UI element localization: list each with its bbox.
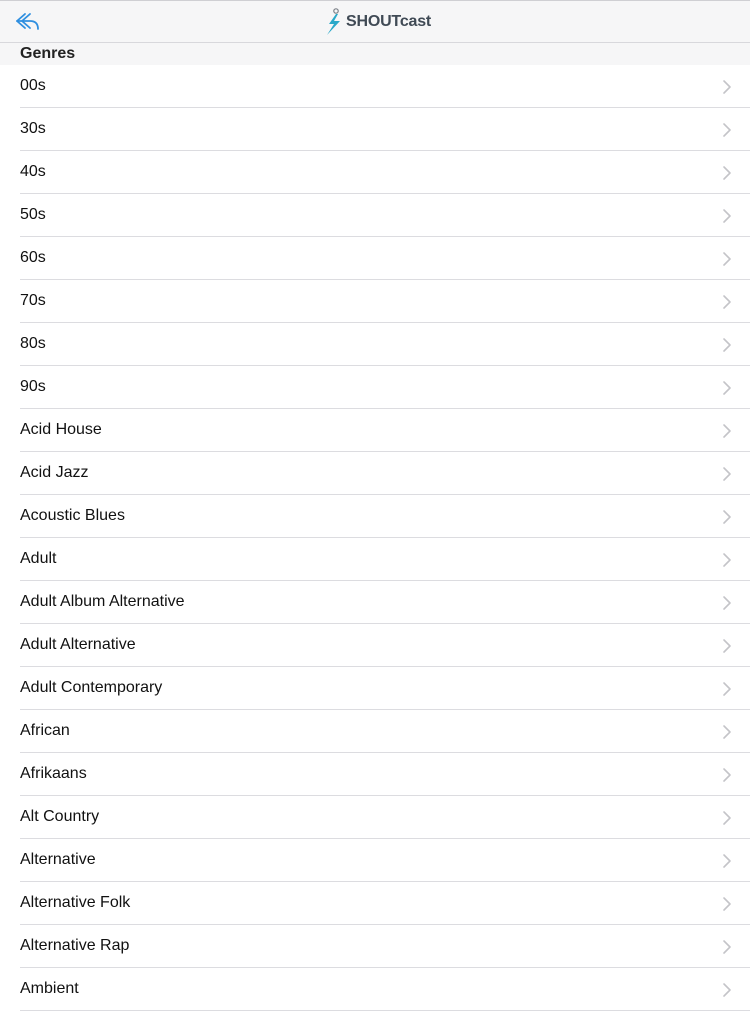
logo-text: SHOUTcast — [346, 13, 432, 30]
genre-label: Adult Contemporary — [20, 679, 163, 696]
genre-label: Ambient — [20, 980, 79, 997]
genre-label: Acid Jazz — [20, 464, 89, 481]
chevron-right-icon — [722, 165, 732, 181]
chevron-right-icon — [722, 853, 732, 869]
genre-row[interactable] — [0, 624, 750, 667]
genre-row[interactable] — [0, 882, 750, 925]
genre-list — [0, 65, 750, 1011]
genre-row[interactable] — [0, 65, 750, 108]
genre-row[interactable] — [0, 280, 750, 323]
genre-label: Alternative Rap — [20, 937, 130, 954]
reply-arrow-icon — [14, 11, 42, 33]
genre-label: Acid House — [20, 421, 102, 438]
chevron-right-icon — [722, 595, 732, 611]
genre-row[interactable] — [0, 667, 750, 710]
chevron-right-icon — [722, 767, 732, 783]
chevron-right-icon — [722, 122, 732, 138]
genre-label: 00s — [20, 77, 46, 94]
shoutcast-lightning-icon — [322, 7, 344, 37]
genre-label: 70s — [20, 292, 46, 309]
genre-row[interactable] — [0, 194, 750, 237]
chevron-right-icon — [722, 251, 732, 267]
chevron-right-icon — [722, 552, 732, 568]
chevron-right-icon — [722, 380, 732, 396]
genre-row[interactable] — [0, 237, 750, 280]
genre-label: Adult — [20, 550, 57, 567]
genre-label: Alternative — [20, 851, 96, 868]
genre-row[interactable] — [0, 710, 750, 753]
genre-label: 60s — [20, 249, 46, 266]
chevron-right-icon — [722, 724, 732, 740]
genre-row[interactable] — [0, 323, 750, 366]
genre-row[interactable] — [0, 366, 750, 409]
genre-label: African — [20, 722, 70, 739]
genre-row[interactable] — [0, 151, 750, 194]
back-button[interactable] — [14, 7, 50, 37]
genre-row[interactable] — [0, 409, 750, 452]
genre-label: 80s — [20, 335, 46, 352]
chevron-right-icon — [722, 982, 732, 998]
genre-label: 30s — [20, 120, 46, 137]
chevron-right-icon — [722, 638, 732, 654]
genre-label: Alt Country — [20, 808, 100, 825]
chevron-right-icon — [722, 294, 732, 310]
shoutcast-logo — [322, 7, 431, 37]
genre-row[interactable] — [0, 538, 750, 581]
chevron-right-icon — [722, 466, 732, 482]
section-header — [0, 43, 750, 65]
genre-label: 90s — [20, 378, 46, 395]
section-title: Genres — [20, 45, 76, 62]
genre-label: Adult Alternative — [20, 636, 136, 653]
genre-row[interactable] — [0, 495, 750, 538]
chevron-right-icon — [722, 939, 732, 955]
chevron-right-icon — [722, 681, 732, 697]
chevron-right-icon — [722, 208, 732, 224]
navigation-bar — [0, 0, 750, 43]
genre-label: Adult Album Alternative — [20, 593, 185, 610]
genre-row[interactable] — [0, 968, 750, 1011]
genre-label: Acoustic Blues — [20, 507, 125, 524]
chevron-right-icon — [722, 423, 732, 439]
genre-row[interactable] — [0, 108, 750, 151]
genre-row[interactable] — [0, 753, 750, 796]
chevron-right-icon — [722, 509, 732, 525]
genre-row[interactable] — [0, 925, 750, 968]
genre-row[interactable] — [0, 452, 750, 495]
genre-row[interactable] — [0, 839, 750, 882]
genre-label: Afrikaans — [20, 765, 87, 782]
chevron-right-icon — [722, 337, 732, 353]
chevron-right-icon — [722, 896, 732, 912]
genre-label: Alternative Folk — [20, 894, 131, 911]
genre-row[interactable] — [0, 581, 750, 624]
chevron-right-icon — [722, 79, 732, 95]
genre-row[interactable] — [0, 796, 750, 839]
chevron-right-icon — [722, 810, 732, 826]
genre-label: 50s — [20, 206, 46, 223]
genre-label: 40s — [20, 163, 46, 180]
